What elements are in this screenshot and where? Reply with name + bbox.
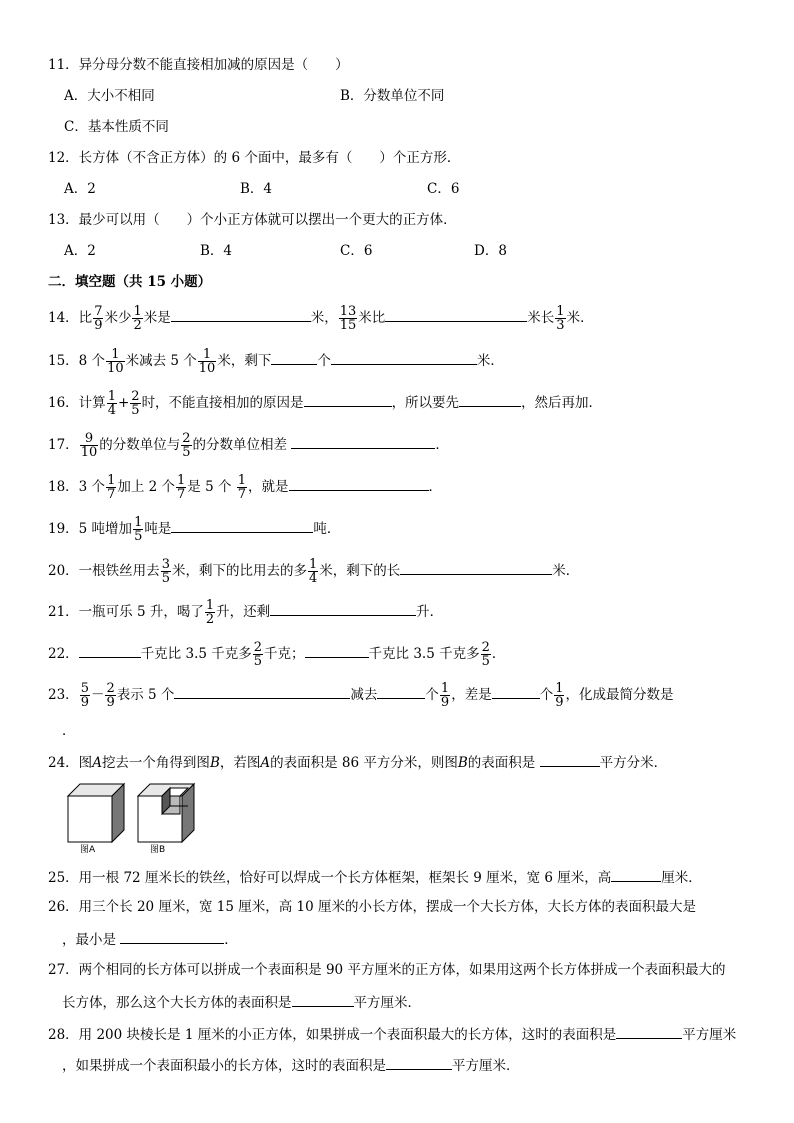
text-fragment: 1	[556, 304, 565, 319]
text-fragment: 米，剩下的长	[319, 563, 401, 579]
text-fragment: 19．5 吨增加	[48, 521, 133, 537]
text-fragment: 10	[80, 445, 98, 460]
text-fragment: 10	[107, 361, 124, 376]
answer-blank	[400, 560, 552, 575]
text-fragment: 5	[80, 681, 89, 696]
text-fragment: 减去	[350, 687, 378, 703]
q12-stem: 12．长方体（不含正方体）的 6 个面中，最多有（ ）个正方形．	[48, 150, 461, 166]
text-fragment: 5	[131, 403, 140, 418]
text-fragment: 7	[94, 304, 103, 319]
text-fragment: 5	[134, 529, 143, 544]
text-fragment: 9	[106, 695, 115, 710]
answer-blank	[459, 392, 521, 407]
q27-cont	[62, 992, 421, 1012]
text-fragment: 平方分米．	[599, 755, 668, 771]
text-fragment: 1	[308, 557, 318, 572]
text-fragment: 平方厘米	[682, 1027, 737, 1043]
section-heading: 二．填空题（共 15 小题）	[48, 274, 212, 290]
fraction	[481, 641, 491, 668]
answer-blank	[289, 476, 429, 491]
text-fragment: 升，还剩	[216, 604, 271, 620]
text-fragment: 米，剩下	[217, 353, 272, 369]
q19	[48, 516, 340, 543]
text-fragment: 长方体，那么这个大长方体的表面积是	[62, 995, 292, 1011]
text-fragment: 1	[107, 389, 116, 404]
fraction	[440, 682, 450, 709]
text-fragment: ，如果拼成一个表面积最小的长方体，这时的表面积是	[62, 1058, 386, 1074]
text-fragment: 9	[94, 318, 103, 333]
q12-option-b: B．4	[240, 181, 273, 197]
text-fragment: ，若图	[219, 755, 261, 771]
text-fragment: 米．	[566, 310, 594, 326]
text-fragment: 升．	[416, 604, 444, 620]
text-fragment: 厘米．	[661, 870, 702, 886]
text-fragment: 吨．	[313, 521, 341, 537]
text-fragment: +	[117, 395, 130, 411]
text-fragment: 个	[425, 687, 439, 703]
q11-option-b: B．分数单位不同	[340, 88, 445, 104]
figure-b-label: 图B	[150, 845, 166, 855]
text-fragment: ，化成最简分数是	[565, 687, 674, 703]
fraction	[161, 558, 171, 585]
text-fragment: 20．一根铁丝用去	[48, 563, 160, 579]
fraction	[198, 348, 217, 375]
text-fragment: 2	[106, 681, 115, 696]
text-fragment: 9	[80, 695, 89, 710]
q22	[48, 641, 505, 668]
q25	[48, 867, 702, 887]
text-fragment: 2	[205, 612, 215, 627]
text-fragment: 的表面积是 86 平方分米，则图	[270, 755, 458, 771]
text-fragment: 9	[80, 432, 99, 446]
text-fragment: ，然后再加．	[521, 395, 603, 411]
text-fragment: 千克；	[264, 646, 305, 662]
text-fragment: 4	[308, 571, 318, 586]
text-fragment: ．	[491, 646, 506, 662]
q14	[48, 305, 594, 332]
text-fragment: 5	[182, 445, 191, 460]
text-fragment: 2	[182, 431, 191, 446]
text-fragment: ．	[428, 479, 443, 495]
text-fragment: 米长	[527, 310, 555, 326]
figure-a-label: 图A	[80, 845, 96, 855]
text-fragment: 的表面积是	[467, 755, 536, 771]
q11-stem: 11．异分母分数不能直接相加减的原因是（ ）	[48, 57, 349, 73]
text-fragment: 平方厘米．	[353, 995, 421, 1011]
q13-option-c: C．6	[340, 243, 373, 259]
q16	[48, 390, 602, 417]
q26	[48, 898, 696, 916]
figure-a-cube	[66, 782, 128, 858]
q21	[48, 599, 443, 626]
text-fragment: 14．比	[48, 310, 93, 326]
text-fragment: ，差是	[451, 687, 492, 703]
text-fragment: ，最小是	[62, 932, 116, 948]
fraction	[130, 390, 140, 417]
text-fragment: 28．用 200 块棱长是 1 厘米的小正方体，如果拼成一个表面积最大的长方体，这时的表面积是	[48, 1027, 617, 1043]
text-fragment: 1	[198, 348, 217, 362]
answer-blank	[304, 392, 392, 407]
fraction	[176, 474, 186, 501]
q26-cont	[62, 929, 238, 949]
text-fragment: 千克比 3.5 千克多	[140, 646, 252, 662]
q11-option-c: C．基本性质不同	[64, 119, 169, 135]
text-fragment: 3	[556, 318, 565, 333]
text-fragment: A	[92, 755, 102, 771]
text-fragment: 17．	[48, 437, 79, 453]
fraction	[132, 305, 142, 332]
fraction	[133, 516, 143, 543]
answer-blank	[616, 1024, 682, 1039]
answer-blank	[174, 684, 350, 699]
text-fragment: 1	[555, 681, 564, 696]
text-fragment: ．	[435, 437, 449, 453]
text-fragment: 16．计算	[48, 395, 106, 411]
text-fragment: 米，	[310, 310, 338, 326]
text-fragment: B	[209, 755, 220, 771]
text-fragment: 千克比 3.5 千克多	[368, 646, 480, 662]
q13-option-d: D．8	[474, 243, 507, 259]
answer-blank	[611, 867, 661, 882]
text-fragment: 1	[106, 348, 125, 362]
text-fragment: 4	[107, 403, 116, 418]
answer-blank	[270, 601, 416, 616]
text-fragment: 25．用一根 72 厘米长的铁丝，恰好可以焊成一个长方体框架，框架长 9 厘米，宽 6 厘米，高	[48, 870, 612, 886]
text-fragment: 26．用三个长 20 厘米，宽 15 厘米，高 10 厘米的小长方体，摆成一个大长方体，大长方体的表面积最大是	[48, 899, 696, 915]
fraction	[554, 682, 564, 709]
text-fragment: 加上 2 个	[117, 479, 176, 495]
q18	[48, 474, 442, 501]
q13-stem: 13．最少可以用（ ）个小正方体就可以摆出一个更大的正方体．	[48, 212, 457, 228]
answer-blank	[377, 684, 425, 699]
text-fragment: 是 5 个	[187, 479, 232, 495]
q13-option-b: B．4	[200, 243, 233, 259]
text-fragment: 2	[133, 318, 142, 333]
text-fragment: 平方厘米．	[452, 1058, 520, 1074]
q28	[48, 1024, 736, 1044]
fraction	[253, 641, 263, 668]
q23	[48, 682, 673, 709]
fraction	[237, 474, 247, 501]
text-fragment: 21．一瓶可乐 5 升，喝了	[48, 604, 204, 620]
text-fragment: 挖去一个角得到图	[101, 755, 210, 771]
text-fragment: 米．	[552, 563, 580, 579]
text-fragment: 2	[131, 389, 140, 404]
text-fragment: 1	[134, 515, 143, 530]
answer-blank	[271, 350, 317, 365]
text-fragment: 个	[317, 353, 331, 369]
text-fragment: 5	[481, 654, 490, 669]
figure-b-cube	[136, 782, 198, 858]
text-fragment: 1	[205, 598, 215, 613]
q24	[48, 752, 667, 772]
text-fragment: 米比	[358, 310, 386, 326]
text-fragment: 22．	[48, 646, 79, 662]
fraction	[555, 305, 565, 332]
q13-option-a: A．2	[64, 243, 96, 259]
text-fragment: 7	[237, 487, 247, 502]
fraction	[107, 390, 117, 417]
text-fragment: 的分数单位与	[99, 437, 181, 453]
fraction	[106, 348, 125, 375]
text-fragment: 10	[198, 361, 216, 376]
fraction	[205, 599, 215, 626]
q20	[48, 558, 579, 585]
q11-option-a: A．大小不相同	[64, 88, 155, 104]
answer-blank	[492, 684, 540, 699]
q15	[48, 348, 504, 375]
answer-blank	[292, 992, 354, 1007]
text-fragment: ．	[224, 932, 238, 948]
fraction	[105, 682, 115, 709]
text-fragment: 米．	[476, 353, 504, 369]
answer-blank	[385, 307, 527, 322]
answer-blank	[291, 434, 435, 449]
q12-option-a: A．2	[64, 181, 96, 197]
answer-blank	[305, 643, 369, 658]
text-fragment: －	[90, 687, 105, 703]
text-fragment: 时，不能直接相加的原因是	[141, 395, 304, 411]
text-fragment: 23．	[48, 687, 79, 703]
text-fragment: 吨是	[144, 521, 172, 537]
fraction	[308, 558, 318, 585]
text-fragment: 1	[237, 473, 247, 488]
text-fragment: 5	[161, 571, 170, 586]
answer-blank	[331, 350, 477, 365]
text-fragment: 9	[555, 695, 564, 710]
text-fragment: 米少	[104, 310, 132, 326]
text-fragment: 18．3 个	[48, 479, 106, 495]
text-fragment: 24．图	[48, 755, 93, 771]
text-fragment: 15．8 个	[48, 353, 106, 369]
text-fragment: 米，剩下的比用去的多	[171, 563, 307, 579]
text-fragment: ，就是	[248, 479, 289, 495]
fraction	[339, 305, 358, 332]
answer-blank	[171, 307, 311, 322]
text-fragment: 1	[133, 304, 142, 319]
answer-blank	[171, 518, 313, 533]
q17	[48, 432, 449, 459]
text-fragment: B	[457, 755, 468, 771]
answer-blank	[79, 643, 141, 658]
answer-blank	[540, 752, 600, 767]
text-fragment: 7	[177, 487, 186, 502]
q12-option-c: C．6	[427, 181, 460, 197]
fraction	[181, 432, 191, 459]
q27	[48, 961, 725, 979]
text-fragment: 米是	[143, 310, 171, 326]
answer-blank	[386, 1055, 452, 1070]
text-fragment: 1	[107, 473, 116, 488]
text-fragment: 1	[177, 473, 186, 488]
fraction	[80, 432, 99, 459]
fraction	[93, 305, 103, 332]
answer-blank	[120, 929, 224, 944]
text-fragment: 9	[440, 695, 450, 710]
text-fragment: 米减去 5 个	[125, 353, 197, 369]
text-fragment: 13	[339, 304, 357, 319]
q28-cont	[62, 1055, 520, 1075]
text-fragment: 3	[161, 557, 170, 572]
text-fragment: 7	[107, 487, 116, 502]
text-fragment: 个	[539, 687, 554, 703]
text-fragment: 5	[253, 654, 263, 669]
text-fragment: ，所以要先	[391, 395, 460, 411]
text-fragment: 2	[253, 640, 263, 655]
text-fragment: 27．两个相同的长方体可以拼成一个表面积是 90 平方厘米的正方体，如果用这两个长方体拼成一个表面积最大的	[48, 962, 726, 978]
text-fragment: 的分数单位相差	[192, 437, 288, 453]
text-fragment: 表示 5 个	[116, 687, 175, 703]
q23-end: ．	[62, 723, 76, 739]
text-fragment: A	[260, 755, 271, 771]
fraction	[106, 474, 116, 501]
text-fragment: 2	[481, 640, 490, 655]
fraction	[80, 682, 90, 709]
text-fragment: 15	[339, 318, 357, 333]
text-fragment: 1	[440, 681, 450, 696]
